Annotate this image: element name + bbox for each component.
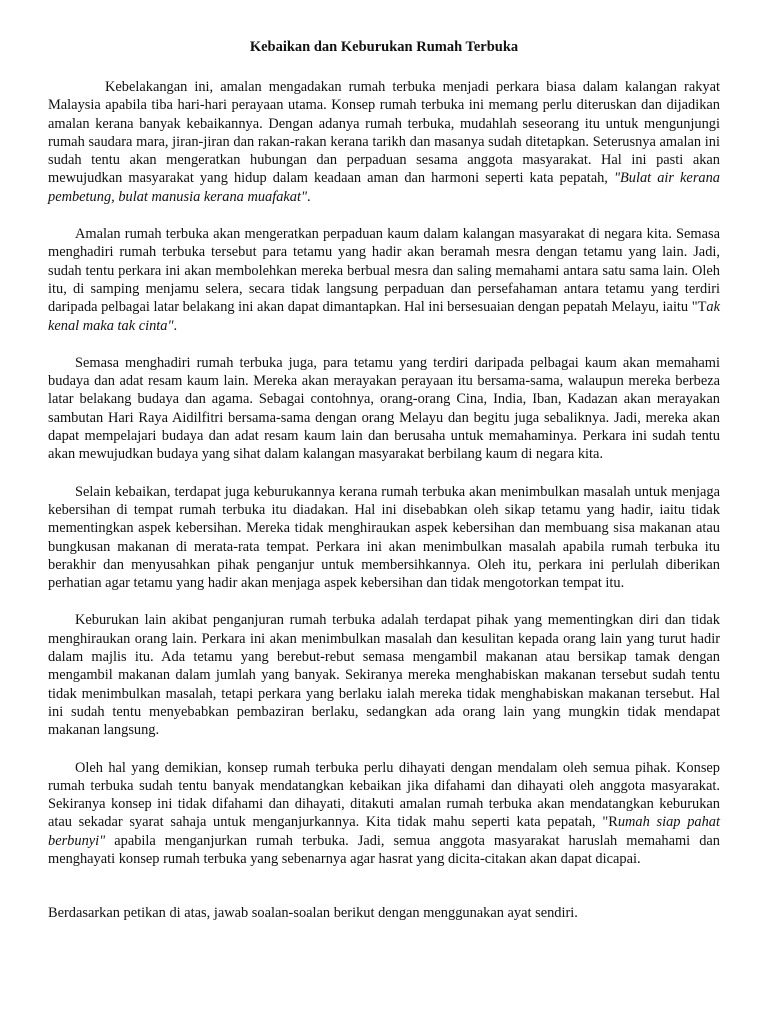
paragraph-5-text: Keburukan lain akibat penganjuran rumah terbuka adalah terdapat pihak yang mementingkan diri dan tidak menghiraukan orang lain. Perkara ini akan menimbulkan masalah dan kesulitan kepada orang lain yang turut hadir dalam majlis itu. Ada tetamu yang berebut-rebut semasa mengambil makanan atau bersikap tamak dengan mengambil makanan dalam jumlah yang banyak. Sekiranya mereka menghabiskan makanan tersebut sudah tentu tidak menimbulkan masalah, tetapi perkara yang berlaku ialah mereka tidak menghabiskan makanan tersebut. Hal ini sudah tentu menyebabkan pembaziran berlaku, sedangkan ada orang lain yang mungkin tidak mendapat makanan langsung.	[48, 612, 720, 739]
paragraph-1-proverb: "Bulat air kerana pembetung, bulat manusia kerana muafakat"	[48, 170, 721, 205]
paragraph-3-text: Semasa menghadiri rumah terbuka juga, para tetamu yang terdiri daripada pelbagai kaum akan memahami budaya dan adat resam kaum lain. Mereka akan merayakan perayaan itu bersama-sama, walaupun mereka berbeza latar belakang budaya dan agama. Sebagai contohnya, orang-orang Cina, India, Iban, Kadazan akan merayakan sambutan Hari Raya Aidilfitri bersama-sama dengan orang Melayu dan begitu juga sebaliknya. Jadi, mereka akan dapat mempelajari budaya dan adat resam kaum lain dan berusaha untuk memahaminya. Perkara ini sudah tentu akan mewujudkan budaya yang sihat dalam kalangan masyarakat berbilang kaum di negara kita.	[48, 354, 720, 463]
paragraph-6-end: apabila menganjurkan rumah terbuka. Jadi, semua anggota masyarakat haruslah memahami dan menghayati konsep rumah terbuka yang sebenarnya agar hasrat yang dicita-citakan akan dapat dicapai.	[48, 832, 720, 867]
paragraph-4-text: Selain kebaikan, terdapat juga keburukannya kerana rumah terbuka akan menimbulkan masalah untuk menjaga kebersihan di tempat rumah terbuka itu diadakan. Hal ini disebabkan oleh sikap tetamu yang hadir, iaitu tidak mementingkan aspek kebersihan. Mereka tidak menghiraukan aspek kebersihan dan membuang sisa makanan atau bungkusan makanan di merata-rata tempat. Perkara ini akan menimbulkan masalah apabila rumah terbuka itu berakhir dan menyusahkan pihak penganjur untuk membersihkannya. Oleh itu, perkara ini perlulah diberikan perhatian agar tetamu yang hadir akan menjaga aspek kebersihan dan tidak mengotorkan tempat itu.	[48, 483, 720, 592]
paragraph-1-end: .	[307, 188, 311, 205]
question-instruction: Berdasarkan petikan di atas, jawab soalan-soalan berikut dengan menggunakan ayat sendiri.	[48, 905, 578, 922]
document-page	[48, 38, 720, 922]
paragraph-1	[48, 78, 720, 206]
paragraph-6-proverb: umah siap pahat berbunyi"	[48, 814, 720, 849]
page-title: Kebaikan dan Keburukan Rumah Terbuka	[249, 39, 519, 55]
paragraph-1-text: Kebelakangan ini, amalan mengadakan rumah terbuka menjadi perkara biasa dalam kalangan rakyat Malaysia apabila tiba hari-hari perayaan utama. Konsep rumah terbuka ini memang perlu diteruskan dan dijadikan amalan kerana banyak kebaikannya. Dengan adanya rumah terbuka, mudahlah seseorang itu untuk mengunjungi rumah saudara mara, jiran-jiran dan rakan-rakan kerana tarikh dan masanya sudah ditetapkan. Seterusnya amalan ini sudah tentu akan mengeratkan hubungan dan perpaduan sesama anggota masyarakat. Hal ini pasti akan mewujudkan masyarakat yang hidup dalam keadaan aman dan harmoni seperti kata pepatah,	[48, 79, 720, 187]
paragraph-6-text: Oleh hal yang demikian, konsep rumah terbuka perlu dihayati dengan mendalam oleh semua pihak. Konsep rumah terbuka sudah tentu banyak mendatangkan kebaikan jika difahami dan dihayati oleh anggota masyarakat. Sekiranya konsep ini tidak difahami dan dihayati, ditakuti amalan rumah terbuka akan mendatangkan keburukan atau sekadar syarat sahaja untuk menganjurkannya. Kita tidak mahu seperti kata pepatah, "R	[48, 759, 720, 831]
paragraph-2	[48, 225, 720, 335]
paragraph-2-end: .	[173, 317, 178, 334]
paragraph-6	[48, 759, 720, 869]
paragraph-5	[48, 611, 720, 739]
paragraph-4	[48, 483, 720, 593]
paragraph-3	[48, 354, 720, 464]
paragraph-2-proverb: ak kenal maka tak cinta"	[48, 299, 720, 334]
paragraph-2-text: Amalan rumah terbuka akan mengeratkan perpaduan kaum dalam kalangan masyarakat di negara kita. Semasa menghadiri rumah terbuka tersebut para tetamu yang hadir akan beramah mesra dengan tetamu yang lain. Jadi, sudah tentu perkara ini akan membolehkan mereka berbual mesra dan saling memahami antara satu sama lain. Oleh itu, di samping menjamu selera, secara tidak langsung perpaduan dan persefahaman antara tetamu yang terdiri daripada pelbagai latar belakang ini akan dapat dimantapkan. Hal ini bersesuaian dengan pepatah Melayu, iaitu "T	[48, 226, 720, 316]
